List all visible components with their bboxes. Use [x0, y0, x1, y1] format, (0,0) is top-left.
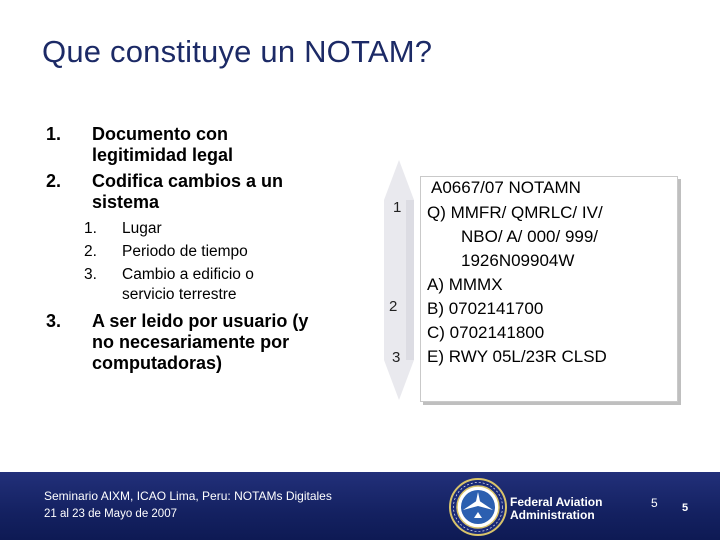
- sub-list-text: Lugar: [122, 220, 162, 237]
- list-text: Documento con legitimidad legal: [92, 124, 234, 165]
- slide-title: Que constituye un NOTAM?: [42, 34, 433, 69]
- notam-line: A0667/07 NOTAMN: [431, 178, 581, 197]
- sub-list-text: Cambio a edificio o servicio terrestre: [122, 266, 254, 303]
- faa-logo-text: [510, 496, 602, 522]
- list-number: 2.: [46, 171, 62, 191]
- page-number: 5: [651, 496, 658, 510]
- notam-line: C) 0702141800: [427, 323, 545, 342]
- list-text: A ser leido por usuario (y no necesariamente por computadoras): [92, 311, 309, 373]
- notam-line: E) RWY 05L/23R CLSD: [427, 347, 607, 366]
- sub-list-number: 2.: [84, 243, 97, 260]
- sub-list-number: 3.: [84, 266, 97, 283]
- marker-1: 1: [393, 199, 402, 216]
- notam-line: Q) MMFR/ QMRLC/ IV/: [427, 203, 603, 222]
- notam-example-box: [420, 176, 678, 402]
- marker-2: 2: [389, 298, 398, 315]
- notam-line: A) MMMX: [427, 275, 503, 294]
- notam-line: 1926N09904W: [461, 251, 575, 270]
- faa-seal-icon: [449, 478, 507, 536]
- list-number: 1.: [46, 124, 62, 144]
- sub-list-text: Periodo de tiempo: [122, 243, 248, 260]
- slide-number: 5: [682, 502, 689, 514]
- faa-text-line1: Federal Aviation: [510, 495, 603, 509]
- list-text: Codifica cambios a un sistema: [92, 171, 284, 212]
- footer-date: 21 al 23 de Mayo de 2007: [44, 508, 177, 520]
- faa-text-line2: Administration: [510, 508, 595, 522]
- marker-3: 3: [392, 349, 401, 366]
- list-number: 3.: [46, 311, 62, 331]
- notam-line: B) 0702141700: [427, 299, 544, 318]
- sub-list-number: 1.: [84, 220, 97, 237]
- notam-line: NBO/ A/ 000/ 999/: [461, 227, 599, 246]
- footer-seminar-title: Seminario AIXM, ICAO Lima, Peru: NOTAMs Digitales: [44, 489, 332, 503]
- footer-bar: [0, 472, 720, 540]
